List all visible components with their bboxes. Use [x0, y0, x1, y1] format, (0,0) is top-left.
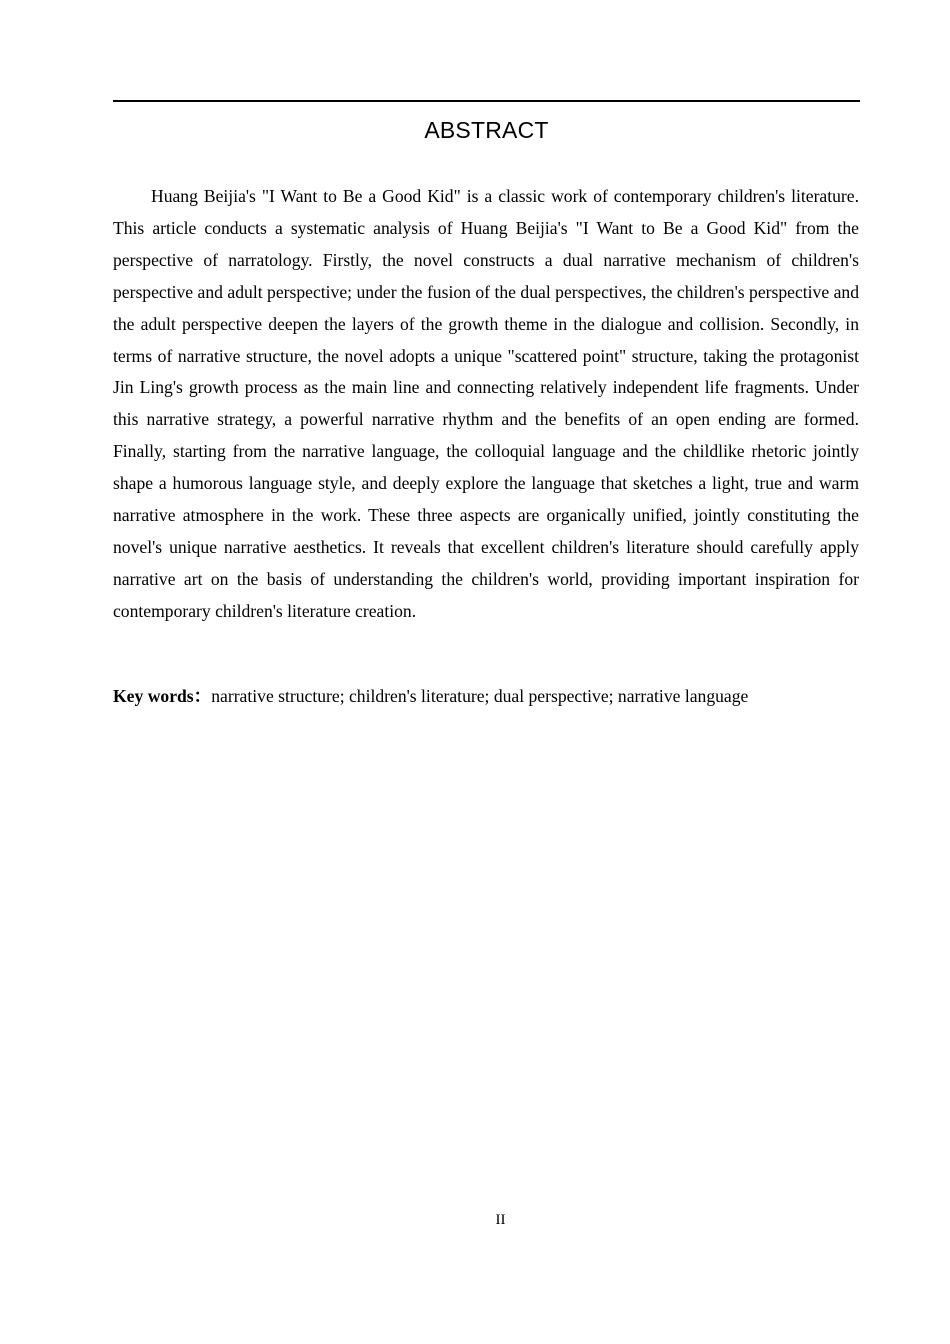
- keywords-text: narrative structure; children's literature; dual perspective; narrative language: [211, 686, 749, 706]
- keywords-label: Key words：: [113, 686, 212, 706]
- header-rule: [113, 100, 860, 102]
- keywords-line: [113, 681, 860, 713]
- abstract-paragraph: Huang Beijia's "I Want to Be a Good Kid" is a classic work of contemporary children's literature. This article conducts a systematic analysis of Huang Beijia's "I Want to Be a Good Kid" from the perspective of narratology. Firstly, the novel constructs a dual narrative mechanism of children's perspective and adult perspective; under the fusion of the dual perspectives, the children's perspective and the adult perspective deepen the layers of the growth theme in the dialogue and collision. Secondly, in terms of narrative structure, the novel adopts a unique "scattered point" structure, taking the protagonist Jin Ling's growth process as the main line and connecting relatively independent life fragments. Under this narrative strategy, a powerful narrative rhythm and the benefits of an open ending are formed. Finally, starting from the narrative language, the colloquial language and the childlike rhetoric jointly shape a humorous language style, and deeply explore the language that sketches a light, true and warm narrative atmosphere in the work. These three aspects are organically unified, jointly constituting the novel's unique narrative aesthetics. It reveals that excellent children's literature should carefully apply narrative art on the basis of understanding the children's world, providing important inspiration for contemporary children's literature creation.: [113, 186, 859, 621]
- page-number: II: [495, 1212, 506, 1228]
- abstract-title: ABSTRACT: [424, 117, 549, 143]
